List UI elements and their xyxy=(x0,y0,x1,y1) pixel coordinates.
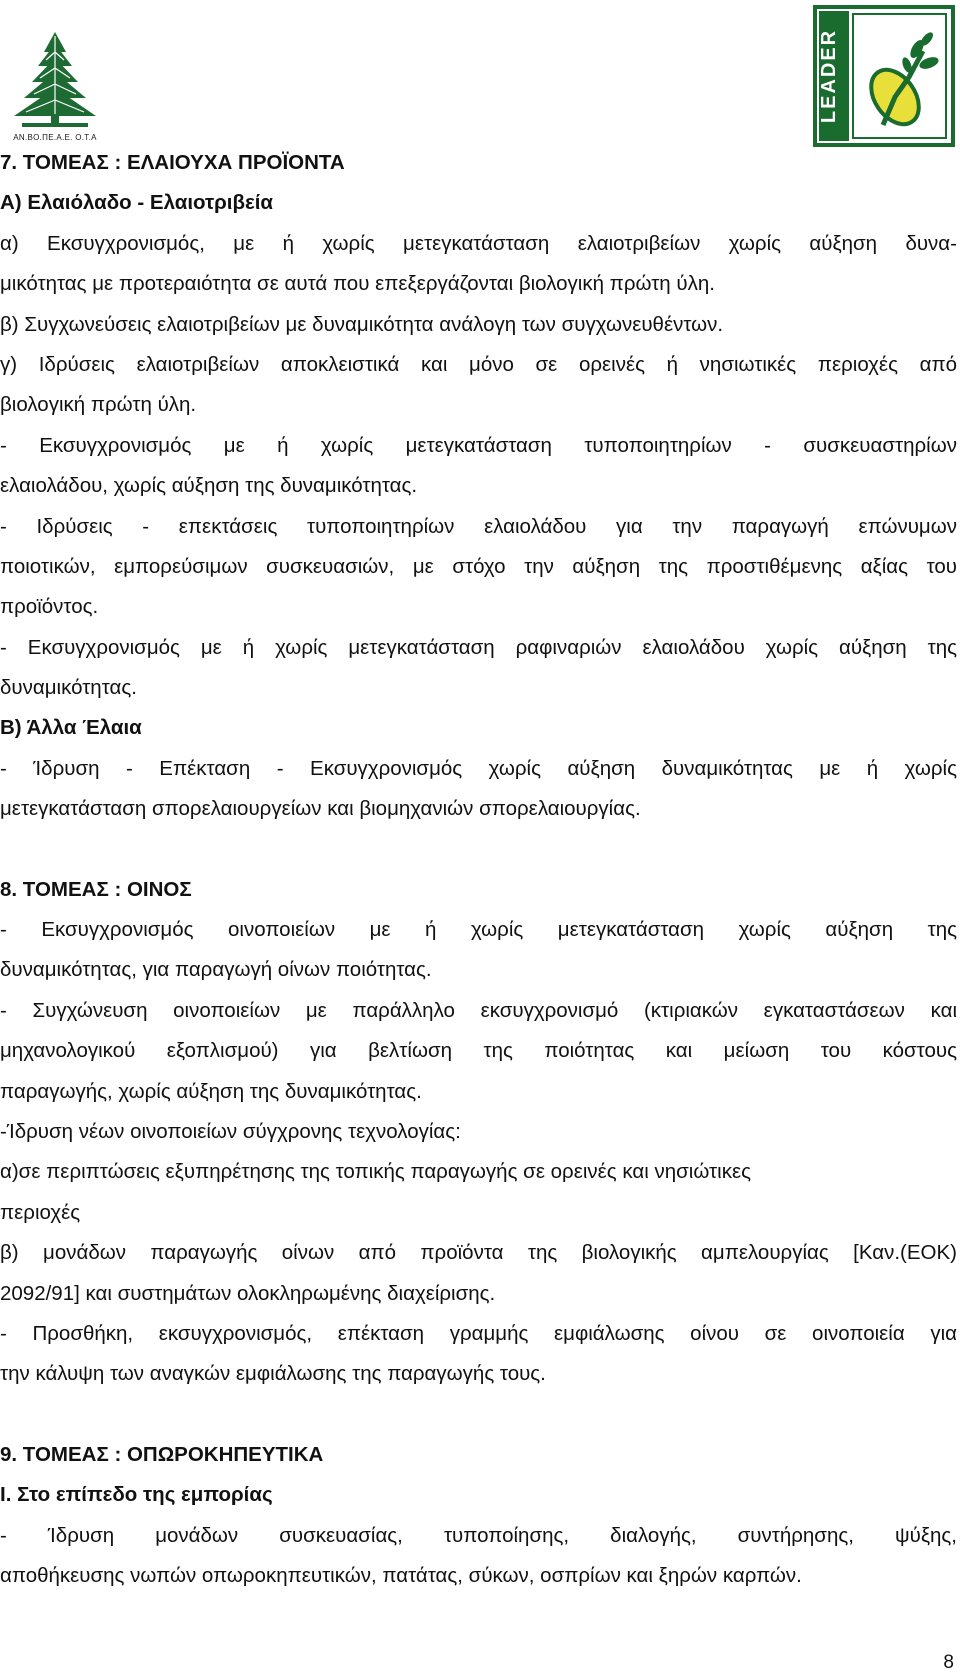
paragraph-line: δυναμικότητας, για παραγωγή οίνων ποιότητας. xyxy=(0,958,432,982)
logo-caption: ΑΝ.ΒΟ.ΠΕ.Α.Ε. Ο.Τ.Α xyxy=(13,133,97,142)
organization-logo xyxy=(8,30,102,148)
paragraph-line: -Ίδρυση νέων οινοποιείων σύγχρονης τεχνολογίας: xyxy=(0,1119,461,1143)
spacer xyxy=(0,1395,957,1435)
paragraph-line: - Ίδρυση - Επέκταση - Εκσυγχρονισμός χωρίς αύξηση δυναμικότητας με ή χωρίς xyxy=(0,756,957,780)
paragraph-line: μηχανολογικού εξοπλισμού) για βελτίωση της ποιότητας και μείωση του κόστους xyxy=(0,1039,957,1063)
paragraph-line: α)σε περιπτώσεις εξυπηρέτησης της τοπικής παραγωγής σε ορεινές και νησιώτικες xyxy=(0,1160,751,1184)
paragraph-line: γ) Ιδρύσεις ελαιοτριβείων αποκλειστικά και μόνο σε ορεινές ή νησιωτικές περιοχές από xyxy=(0,352,957,376)
paragraph-line: ποιοτικών, εμπορεύσιμων συσκευασιών, με στόχο την αύξηση της προστιθέμενης αξίας του xyxy=(0,554,957,578)
paragraph-line: μικότητας με προτεραιότητα σε αυτά που επεξεργάζονται βιολογική πρώτη ύλη. xyxy=(0,272,715,296)
leader-logo xyxy=(813,5,955,147)
paragraph-line: - Εκσυγχρονισμός με ή χωρίς μετεγκατάσταση τυποποιητηρίων - συσκευαστηρίων xyxy=(0,433,957,457)
paragraph-line: β) Συγχωνεύσεις ελαιοτριβείων με δυναμικότητα ανάλογη των συγχωνευθέντων. xyxy=(0,312,724,336)
paragraph-line: - Ίδρυση μονάδων συσκευασίας, τυποποίησης, διαλογής, συντήρησης, ψύξης, xyxy=(0,1523,957,1547)
paragraph-line: παραγωγής, χωρίς αύξηση της δυναμικότητας. xyxy=(0,1079,422,1103)
section-heading-fruits-vegetables: 9. ΤΟΜΕΑΣ : ΟΠΩΡΟΚΗΠΕΥΤΙΚΑ xyxy=(0,1442,324,1466)
paragraph-line: την κάλυψη των αναγκών εμφιάλωσης της παραγωγής τους. xyxy=(0,1362,546,1386)
paragraph-line: - Συγχώνευση οινοποιείων με παράλληλο εκσυγχρονισμό (κτιριακών εγκαταστάσεων και xyxy=(0,998,957,1022)
paragraph-line: προϊόντος. xyxy=(0,595,99,619)
paragraph-line: - Εκσυγχρονισμός οινοποιείων με ή χωρίς μετεγκατάσταση χωρίς αύξηση της xyxy=(0,918,957,942)
paragraph-line: βιολογική πρώτη ύλη. xyxy=(0,393,197,417)
paragraph-line: - Ιδρύσεις - επεκτάσεις τυποποιητηρίων ελαιολάδου για την παραγωγή επώνυμων xyxy=(0,514,957,538)
paragraph-line: ελαιολάδου, χωρίς αύξηση της δυναμικότητας. xyxy=(0,474,418,498)
document-body xyxy=(0,143,957,1596)
leader-wordmark: LEADER xyxy=(818,28,840,124)
subheading-olive-oil: Α) Ελαιόλαδο - Ελαιοτριβεία xyxy=(0,191,274,215)
paragraph-line: - Εκσυγχρονισμός με ή χωρίς μετεγκατάσταση ραφιναριών ελαιολάδου χωρίς αύξηση της xyxy=(0,635,957,659)
subheading-trade-level: Ι. Στο επίπεδο της εμπορίας xyxy=(0,1483,273,1507)
paragraph-line: αποθήκευσης νωπών οπωροκηπευτικών, πατάτας, σύκων, οσπρίων και ξηρών καρπών. xyxy=(0,1563,802,1587)
section-heading-olive-products: 7. ΤΟΜΕΑΣ : ΕΛΑΙΟΥΧΑ ΠΡΟΪΟΝΤΑ xyxy=(0,151,345,174)
paragraph-line: μετεγκατάσταση σπορελαιουργείων και βιομηχανιών σπορελαιουργίας. xyxy=(0,797,641,821)
spacer xyxy=(0,830,957,870)
paragraph-line: 2092/91] και συστημάτων ολοκληρωμένης διαχείρισης. xyxy=(0,1281,496,1305)
section-heading-wine: 8. ΤΟΜΕΑΣ : ΟΙΝΟΣ xyxy=(0,877,192,901)
paragraph-line: περιοχές xyxy=(0,1200,81,1224)
paragraph-line: α) Εκσυγχρονισμός, με ή χωρίς μετεγκατάσταση ελαιοτριβείων χωρίς αύξηση δυνα- xyxy=(0,231,957,255)
subheading-other-oils: Β) Άλλα Έλαια xyxy=(0,716,142,740)
paragraph-line: δυναμικότητας. xyxy=(0,676,137,700)
page-number: 8 xyxy=(943,1652,954,1673)
paragraph-line: β) μονάδων παραγωγής οίνων από προϊόντα της βιολογικής αμπελουργίας [Καν.(ΕΟΚ) xyxy=(0,1241,957,1265)
green-tree-logo-icon xyxy=(8,30,102,132)
leader-olive-branch-logo-icon xyxy=(813,5,955,147)
paragraph-line: - Προσθήκη, εκσυγχρονισμός, επέκταση γραμμής εμφιάλωσης οίνου σε οινοποιεία για xyxy=(0,1321,957,1345)
